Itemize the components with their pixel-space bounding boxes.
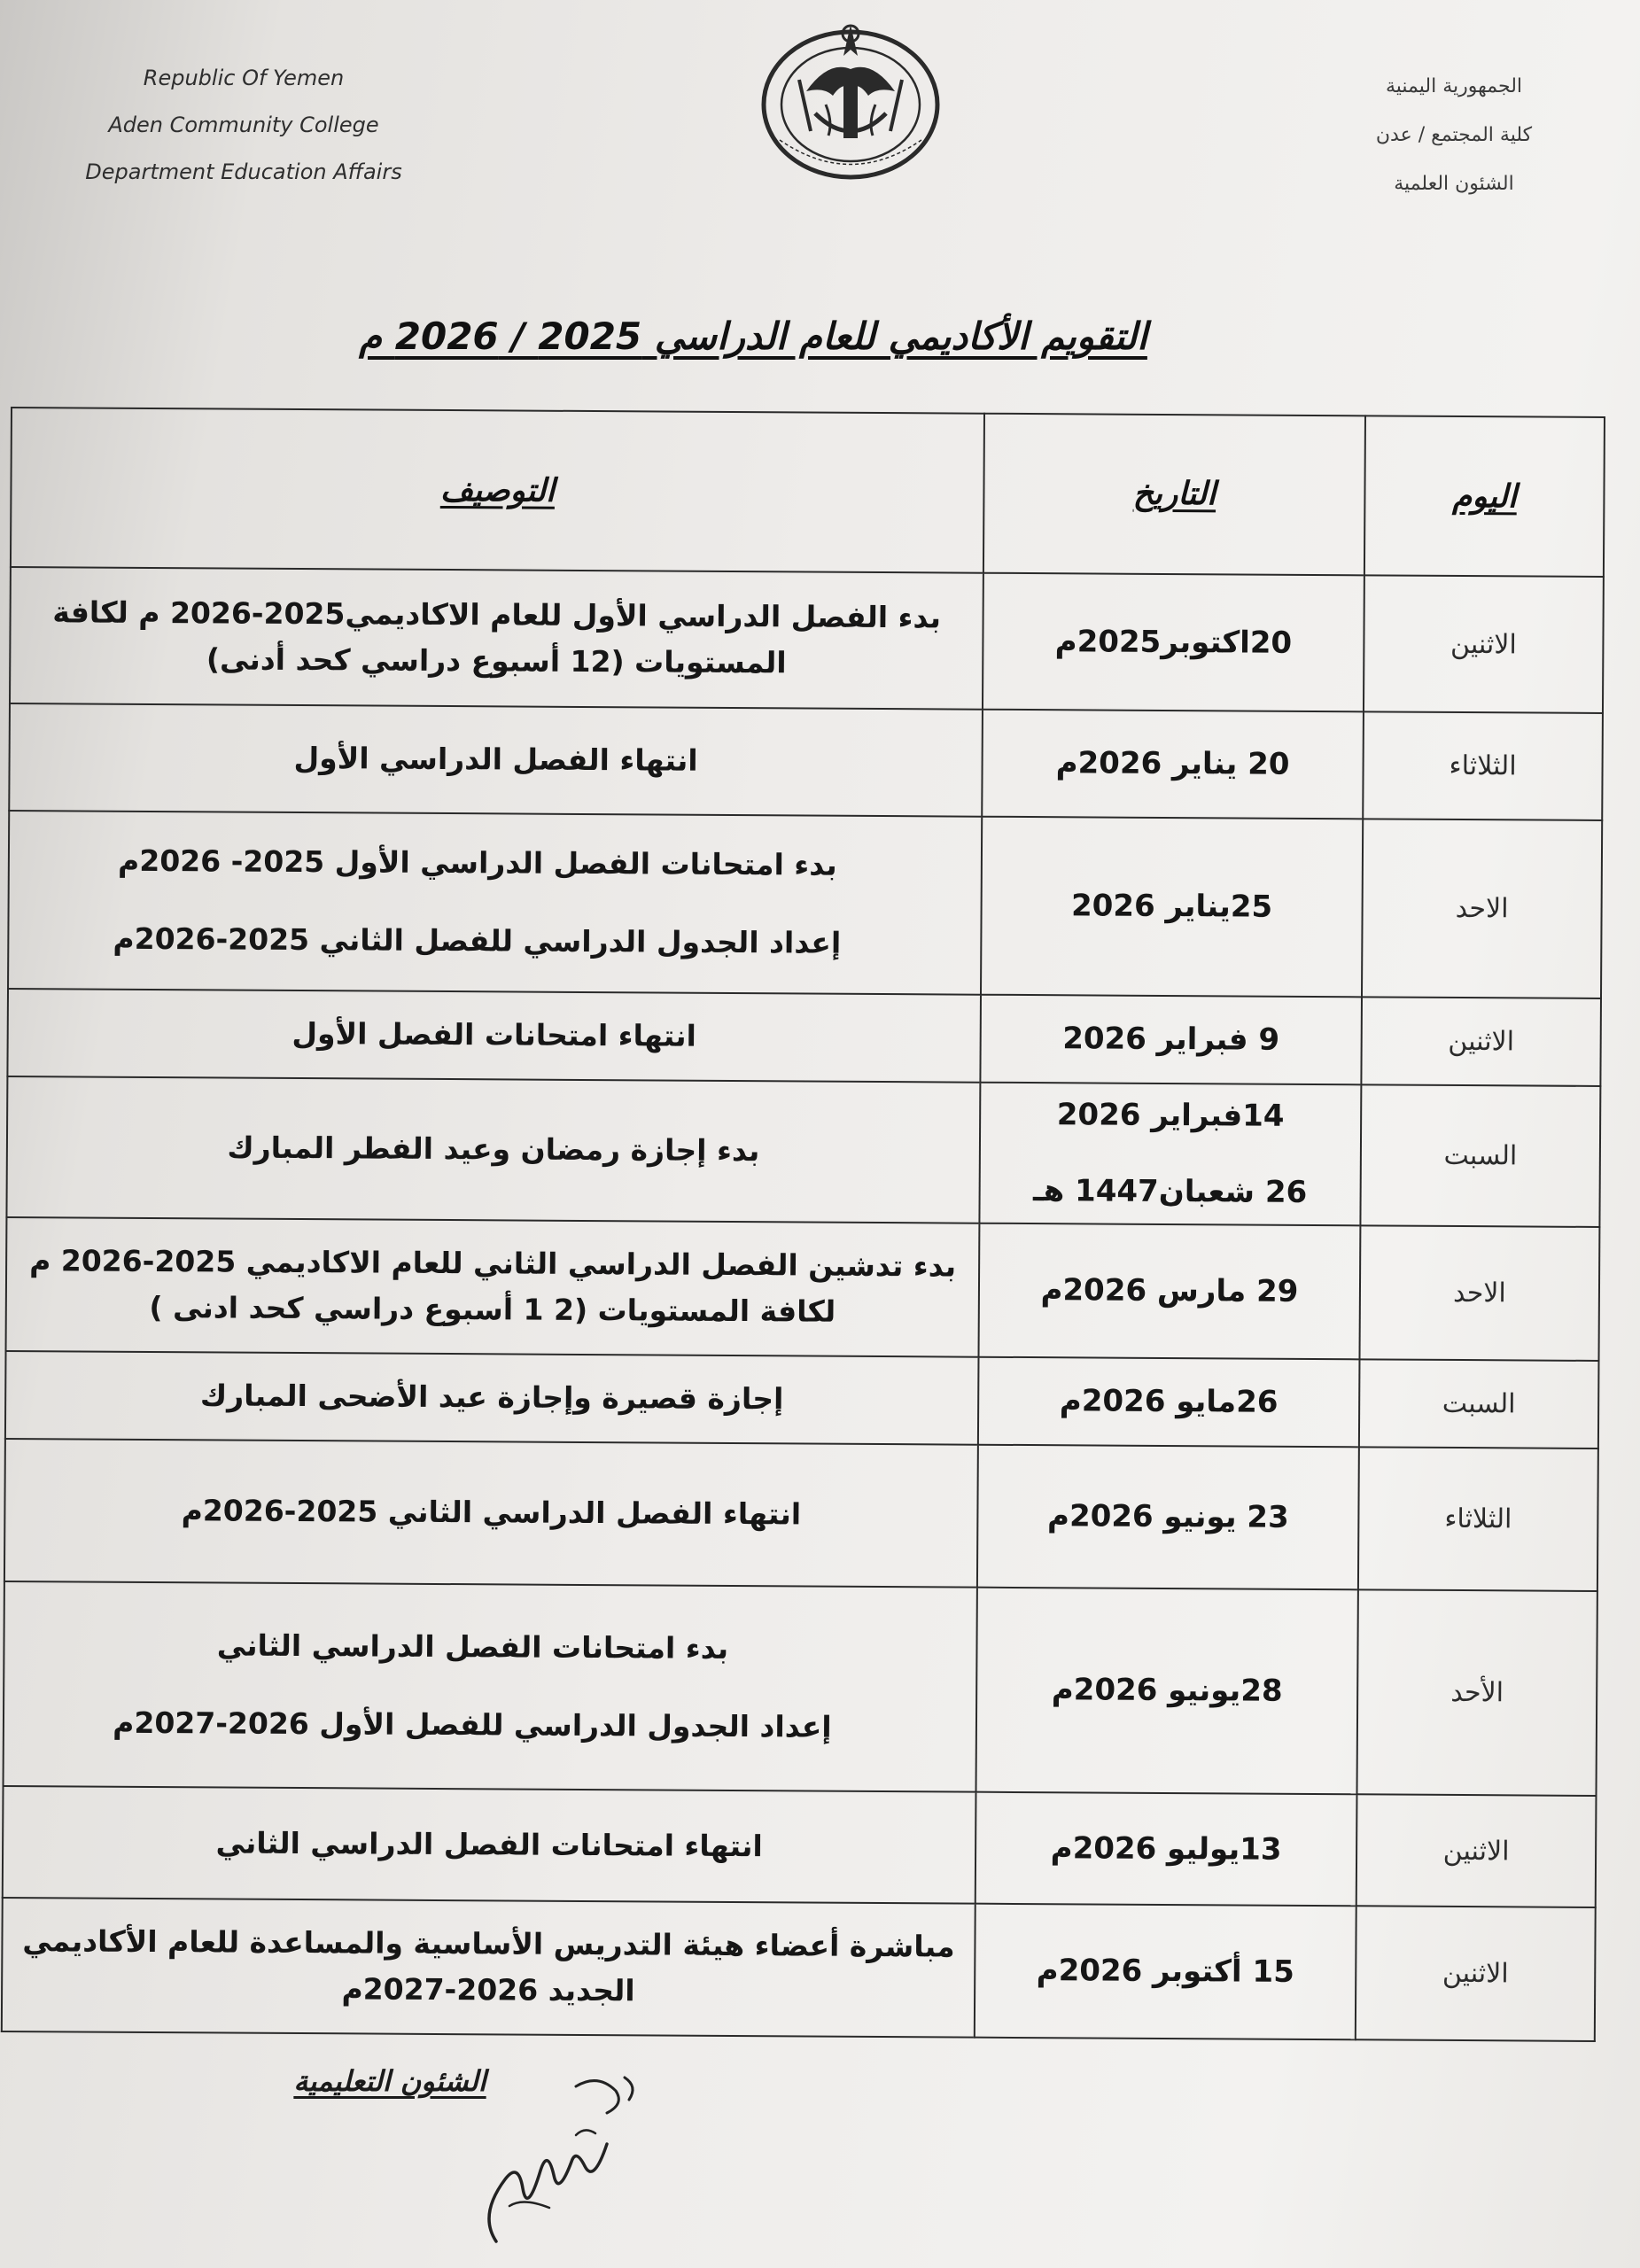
date-cell xyxy=(982,710,1364,819)
description-list xyxy=(17,1605,964,1767)
header-en-line: Republic Of Yemen xyxy=(143,66,345,90)
date-cell xyxy=(980,995,1362,1084)
date-cell xyxy=(976,1587,1358,1794)
table-row xyxy=(6,1217,1600,1361)
date-cell xyxy=(975,1792,1357,1906)
description-text: انتهاء الفصل الدراسي الأول xyxy=(293,741,698,779)
day-cell: الاثنين xyxy=(1356,1906,1596,2041)
day-cell: السبت xyxy=(1360,1084,1600,1227)
description-text: انتهاء الفصل الدراسي الثاني 2025-2026م xyxy=(181,1493,802,1532)
day-cell: الاحد xyxy=(1362,819,1602,998)
handwritten-signature-icon xyxy=(443,2064,673,2268)
date-cell xyxy=(983,573,1364,712)
date-text: 15 أكتوبر 2026م xyxy=(1036,1953,1294,1991)
table-row xyxy=(4,1438,1598,1590)
date-cell xyxy=(979,1083,1361,1226)
list-item: بدء امتحانات الفصل الدراسي الثاني - xyxy=(17,1605,929,1689)
hijri-date-text: 26 شعبان1447 هـ xyxy=(1032,1173,1308,1211)
document-title: التقويم الأكاديمي للعام الدراسي 2025 / 2026 م xyxy=(359,315,1147,358)
table-row xyxy=(4,1581,1597,1797)
header-description: التوصيف xyxy=(11,408,984,573)
description-cell xyxy=(3,1786,976,1904)
day-cell: الاثنين xyxy=(1364,575,1604,713)
list-item: إعداد الجدول الدراسي للفصل الأول 2026-2027م - xyxy=(17,1683,929,1767)
date-text: 14فبراير 2026 xyxy=(1056,1097,1285,1135)
header-en-line: Aden Community College xyxy=(108,113,379,137)
description-text: بدء إجازة رمضان وعيد الفطر المبارك xyxy=(227,1130,760,1169)
description-text: انتهاء امتحانات الفصل الأول xyxy=(291,1016,697,1054)
header-ar-line: الجمهورية اليمنية xyxy=(1385,75,1523,97)
table-row xyxy=(6,1076,1600,1227)
description-cell xyxy=(10,567,983,710)
date-cell xyxy=(979,1223,1361,1360)
description-text: انتهاء امتحانات الفصل الدراسي الثاني xyxy=(215,1825,763,1864)
date-text: 23 يونيو 2026م xyxy=(1046,1498,1289,1535)
description-text: بدء الفصل الدراسي الأول للعام الاكاديمي2025-2026 م لكافة المستويات (12 أسبوع دراسي كحد أدنى) xyxy=(52,594,942,680)
academic-calendar-table xyxy=(1,407,1605,2042)
date-text: 20اكتوبر2025م xyxy=(1054,624,1293,661)
description-cell xyxy=(9,703,983,817)
description-list xyxy=(21,822,968,984)
table-header-row xyxy=(11,408,1605,577)
table-row xyxy=(7,989,1601,1086)
day-cell: الاحد xyxy=(1359,1225,1599,1361)
table-row xyxy=(10,567,1604,713)
description-cell xyxy=(6,1076,980,1223)
list-item: إعداد الجدول الدراسي للفصل الثاني 2025-2026م - xyxy=(21,900,933,983)
day-cell: الثلاثاء xyxy=(1358,1447,1598,1591)
date-text: 20 يناير 2026م xyxy=(1055,745,1290,783)
date-text: 29 مارس 2026م xyxy=(1040,1272,1299,1310)
signature-label: الشئون التعليمية xyxy=(293,2064,486,2098)
table-row xyxy=(9,703,1603,820)
table-row xyxy=(5,1351,1599,1449)
header-ar-line: الشئون العلمية xyxy=(1394,173,1514,195)
date-text: 28يونيو 2026م xyxy=(1051,1672,1283,1710)
header-date: التاريخ xyxy=(983,414,1365,576)
header-day: اليوم xyxy=(1364,416,1605,577)
date-text: 13يوليو 2026م xyxy=(1050,1830,1282,1868)
table-row xyxy=(2,1898,1596,2041)
date-cell xyxy=(981,817,1363,998)
description-cell xyxy=(4,1581,977,1792)
table-row xyxy=(3,1786,1597,1907)
date-text: 9 فبراير 2026 xyxy=(1062,1021,1280,1059)
date-text: 26مايو 2026م xyxy=(1059,1383,1279,1420)
description-cell xyxy=(5,1351,979,1444)
header-english xyxy=(53,55,434,196)
description-cell xyxy=(8,811,982,995)
day-cell: الاثنين xyxy=(1361,997,1601,1085)
day-cell: الاثنين xyxy=(1356,1794,1597,1907)
date-cell xyxy=(977,1444,1359,1589)
description-text: إجازة قصيرة وإجازة عيد الأضحى المبارك xyxy=(199,1378,784,1417)
date-text: 25يناير 2026 xyxy=(1070,888,1273,926)
header-arabic xyxy=(1339,62,1569,208)
description-cell xyxy=(2,1898,975,2038)
day-cell: الثلاثاء xyxy=(1363,711,1603,819)
college-emblem-icon xyxy=(744,7,957,184)
day-cell: الأحد xyxy=(1356,1589,1597,1796)
description-cell xyxy=(4,1438,978,1587)
description-text: مباشرة أعضاء هيئة التدريس الأساسية والمساعدة للعام الأكاديمي الجديد 2026-2027م xyxy=(22,1923,955,2008)
date-cell xyxy=(975,1904,1356,2040)
list-item: بدء امتحانات الفصل الدراسي الأول 2025- 2026م - xyxy=(22,822,934,905)
description-text: بدء تدشين الفصل الدراسي الثاني للعام الاكاديمي 2025-2026 م لكافة المستويات (2 1 أسبوع دراسي كحد ادنى ) xyxy=(29,1243,957,1330)
description-cell xyxy=(7,989,981,1082)
description-cell xyxy=(6,1217,980,1357)
header-en-line: Department Education Affairs xyxy=(85,159,402,184)
date-cell xyxy=(978,1357,1360,1447)
header-ar-line: كلية المجتمع / عدن xyxy=(1375,124,1533,146)
day-cell: السبت xyxy=(1359,1359,1599,1448)
table-row xyxy=(8,811,1602,998)
